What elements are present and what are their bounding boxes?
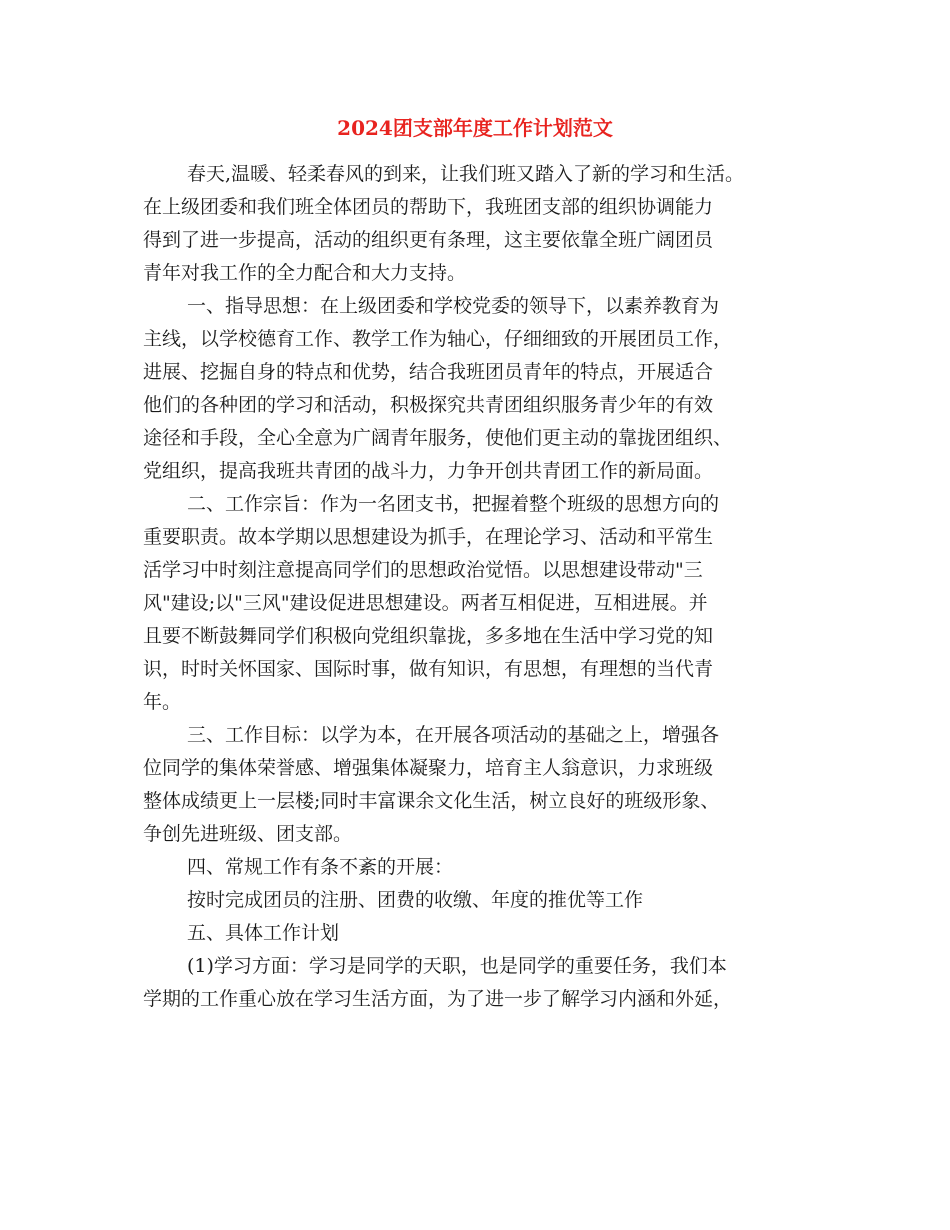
paragraph-line: 位同学的集体荣誉感、增强集体凝聚力，培育主人翁意识，力求班级 (143, 757, 714, 779)
paragraph-line: 他们的各种团的学习和活动，积极探究共青团组织服务青少年的有效 (143, 394, 714, 416)
document-body (143, 158, 823, 1016)
paragraph-line: 在上级团委和我们班全体团员的帮助下，我班团支部的组织协调能力 (143, 196, 714, 218)
paragraph-line: 主线，以学校德育工作、教学工作为轴心，仔细细致的开展团员工作， (143, 328, 733, 350)
paragraph-line: 途径和手段，全心全意为广阔青年服务，使他们更主动的靠拢团组织、 (143, 427, 733, 449)
paragraph-line: 整体成绩更上一层楼;同时丰富课余文化生活，树立良好的班级形象、 (143, 790, 720, 812)
document-title: 2024团支部年度工作计划范文 (337, 116, 613, 140)
paragraph-line: (1)学习方面：学习是同学的天职，也是同学的重要任务，我们本 (187, 955, 727, 977)
paragraph-line: 二、工作宗旨：作为一名团支书，把握着整个班级的思想方向的 (187, 493, 720, 515)
paragraph-line: 重要职责。故本学期以思想建设为抓手，在理论学习、活动和平常生 (143, 526, 714, 548)
paragraph-line: 四、常规工作有条不紊的开展： (187, 856, 454, 878)
paragraph-line: 学期的工作重心放在学习生活方面，为了进一步了解学习内涵和外延， (143, 988, 733, 1010)
paragraph-line: 进展、挖掘自身的特点和优势，结合我班团员青年的特点，开展适合 (143, 361, 714, 383)
paragraph-line: 活学习中时刻注意提高同学们的思想政治觉悟。以思想建设带动"三 (143, 559, 703, 581)
paragraph-line: 一、指导思想：在上级团委和学校党委的领导下，以素养教育为 (187, 295, 720, 317)
paragraph-line: 党组织，提高我班共青团的战斗力，力争开创共青团工作的新局面。 (143, 460, 714, 482)
paragraph-line: 得到了进一步提高，活动的组织更有条理，这主要依靠全班广阔团员 (143, 229, 714, 251)
paragraph-line: 按时完成团员的注册、团费的收缴、年度的推优等工作 (187, 889, 644, 911)
paragraph-line: 年。 (143, 691, 182, 713)
paragraph-line: 争创先进班级、团支部。 (143, 823, 353, 845)
paragraph-line: 识，时时关怀国家、国际时事，做有知识，有思想，有理想的当代青 (143, 658, 714, 680)
paragraph-line: 春天,温暖、轻柔春风的到来，让我们班又踏入了新的学习和生活。 (187, 163, 745, 185)
paragraph-line: 青年对我工作的全力配合和大力支持。 (143, 262, 467, 284)
paragraph-line: 三、工作目标：以学为本，在开展各项活动的基础之上，增强各 (187, 724, 720, 746)
paragraph-line: 五、具体工作计划 (187, 922, 340, 944)
paragraph-line: 风"建设;以"三风"建设促进思想建设。两者互相促进，互相进展。并 (143, 592, 708, 614)
paragraph-line: 且要不断鼓舞同学们积极向党组织靠拢，多多地在生活中学习党的知 (143, 625, 714, 647)
